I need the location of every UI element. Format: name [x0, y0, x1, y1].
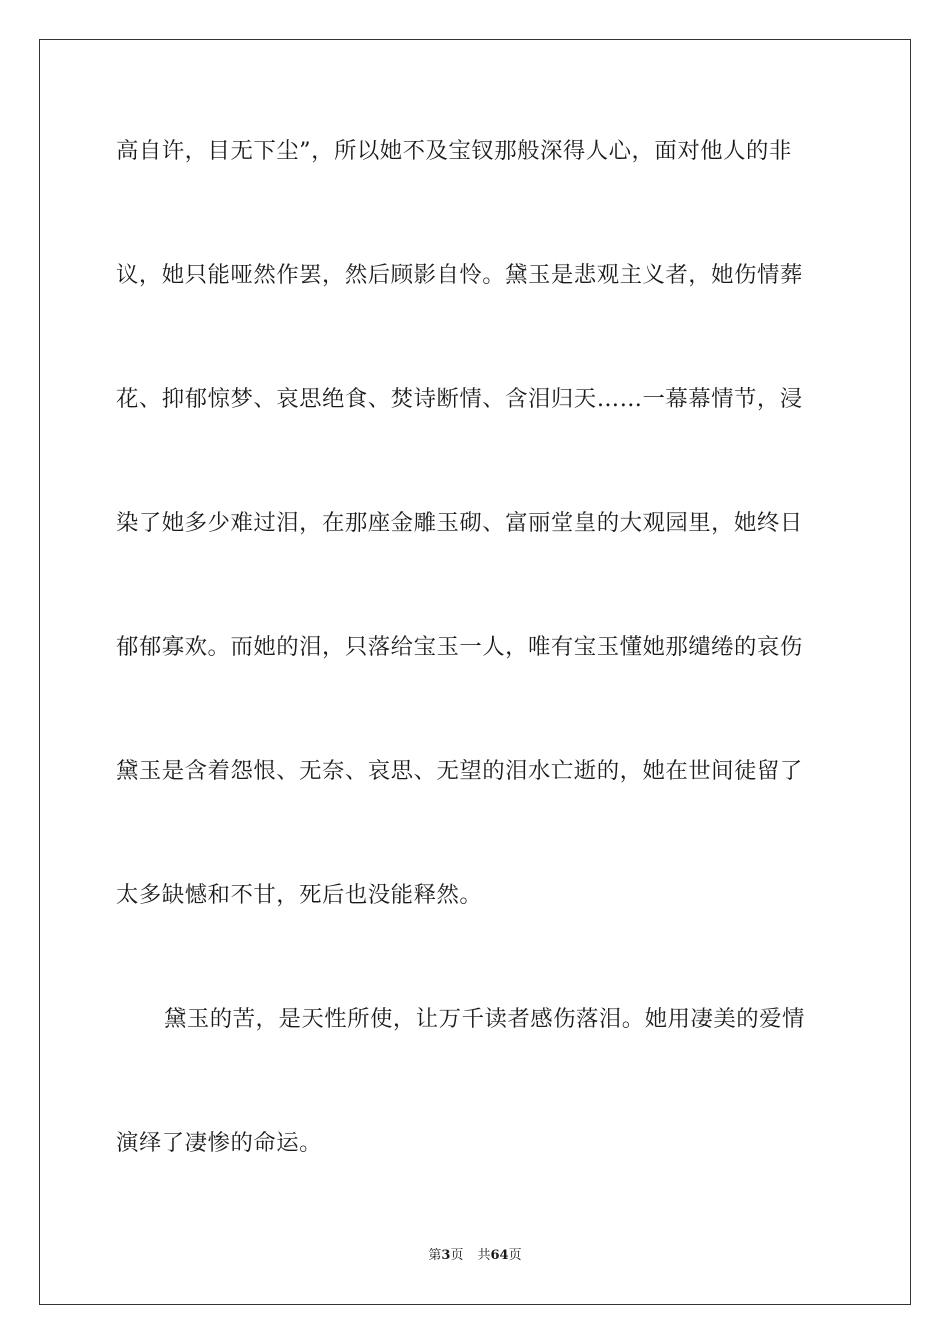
paragraph-first-line: 黛玉的苦，是天性所使，让万千读者感伤落泪。她用凄美的爱情	[164, 1006, 805, 1032]
text-line: 议，她只能哑然作罢，然后顾影自怜。黛玉是悲观主义者，她伤情葬	[116, 262, 803, 288]
page-border	[39, 39, 911, 1305]
page-prefix: 第	[428, 1248, 442, 1263]
page-footer	[0, 1246, 950, 1266]
text-line: 花、抑郁惊梦、哀思绝食、焚诗断情、含泪归天……一幕幕情节，浸	[116, 386, 803, 412]
total-prefix: 共	[477, 1248, 491, 1263]
text-line: 高自许，目无下尘”，所以她不及宝钗那般深得人心，面对他人的非	[116, 138, 792, 164]
text-line: 太多缺憾和不甘，死后也没能释然。	[116, 882, 483, 908]
current-page-number: 3	[441, 1248, 451, 1263]
total-page-count: 64	[490, 1248, 509, 1263]
page-suffix: 页	[450, 1248, 464, 1263]
total-suffix: 页	[508, 1248, 522, 1263]
text-line: 染了她多少难过泪，在那座金雕玉砌、富丽堂皇的大观园里，她终日	[116, 510, 803, 536]
text-line: 演绎了凄惨的命运。	[116, 1130, 323, 1156]
text-line: 黛玉是含着怨恨、无奈、哀思、无望的泪水亡逝的，她在世间徒留了	[116, 758, 803, 784]
text-line: 郁郁寡欢。而她的泪，只落给宝玉一人，唯有宝玉懂她那缱绻的哀伤	[116, 634, 803, 660]
